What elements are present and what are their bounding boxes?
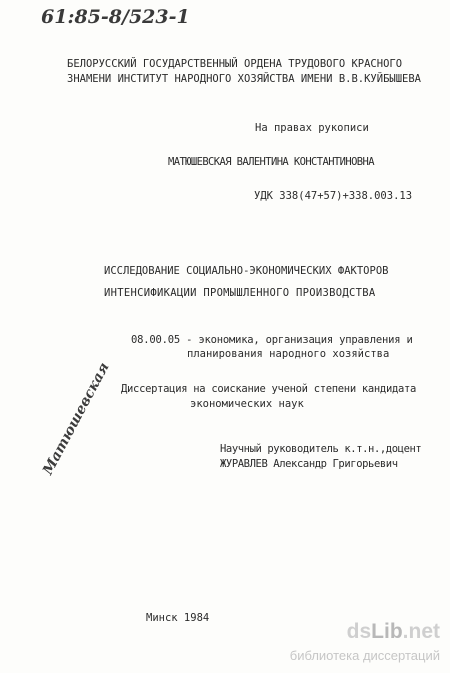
archive-number: 61:85-8/523-1 <box>41 6 190 28</box>
place-and-year: Минск 1984 <box>146 612 210 624</box>
handwritten-signature: Матюшевская <box>40 360 113 478</box>
supervisor-line-2: ЖУРАВЛЕВ Александр Григорьевич <box>220 458 398 470</box>
institution-line-1: БЕЛОРУССКИЙ ГОСУДАРСТВЕННЫЙ ОРДЕНА ТРУДОВОГО КРАСНОГО <box>67 58 403 70</box>
title-line-1: ИССЛЕДОВАНИЕ СОЦИАЛЬНО-ЭКОНОМИЧЕСКИХ ФАКТОРОВ <box>104 265 389 277</box>
dslib-watermark-subtitle: библиотека диссертаций <box>289 648 440 663</box>
author-name: МАТЮШЕВСКАЯ ВАЛЕНТИНА КОНСТАНТИНОВНА <box>168 156 374 168</box>
institution-line-2: ЗНАМЕНИ ИНСТИТУТ НАРОДНОГО ХОЗЯЙСТВА ИМЕНИ В.В.КУЙБЫШЕВА <box>67 73 422 85</box>
dslib-watermark-logo <box>347 620 440 644</box>
degree-line-1: Диссертация на соискание ученой степени кандидата <box>121 383 417 395</box>
udc-code: УДК 338(47+57)+338.003.13 <box>254 190 413 202</box>
watermark-lib: Lib <box>371 620 403 643</box>
watermark-ds: ds <box>346 620 372 643</box>
specialty-line-2: планирования народного хозяйства <box>187 348 390 360</box>
watermark-net: .net <box>402 620 440 643</box>
degree-line-2: экономических наук <box>190 398 304 410</box>
supervisor-line-1: Научный руководитель к.т.н.,доцент <box>220 443 422 455</box>
specialty-line-1: 08.00.05 - экономика, организация управления и <box>131 334 413 346</box>
title-line-2: ИНТЕНСИФИКАЦИИ ПРОМЫШЛЕННОГО ПРОИЗВОДСТВА <box>104 287 376 299</box>
manuscript-note: На правах рукописи <box>255 122 369 134</box>
